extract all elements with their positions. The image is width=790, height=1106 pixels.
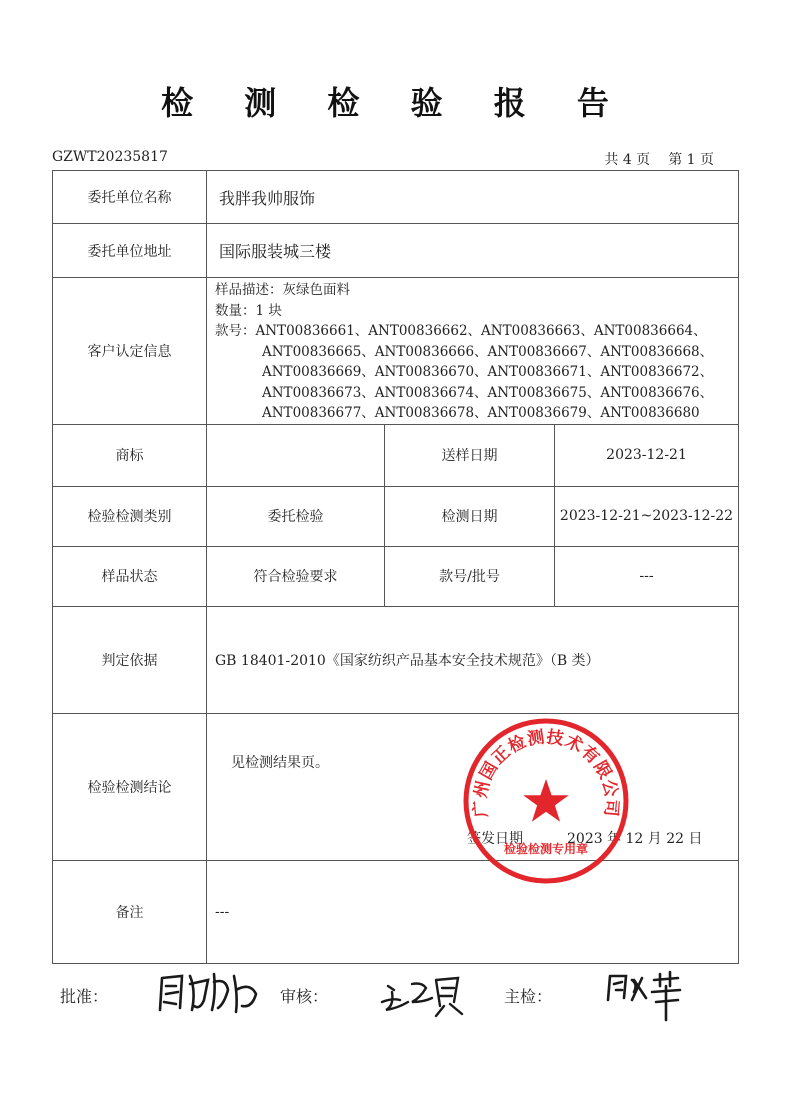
sample-date-label: 送样日期 xyxy=(385,424,555,486)
report-table xyxy=(52,170,739,964)
signature-row xyxy=(60,984,760,1034)
test-date-value: 2023-12-21~2023-12-22 xyxy=(555,486,739,546)
reviewer-signature-icon xyxy=(378,972,470,1018)
sample-description: 样品描述：灰绿色面料 xyxy=(215,282,350,298)
style-numbers-line: ANT00836677、ANT00836678、ANT00836679、ANT00836680 xyxy=(262,405,700,421)
test-category-value: 委托检验 xyxy=(207,486,385,546)
current-page: 第 1 页 xyxy=(668,152,714,168)
row-status xyxy=(53,546,739,606)
sample-status-label: 样品状态 xyxy=(53,546,207,606)
row-conclusion xyxy=(53,713,739,860)
row-basis xyxy=(53,606,739,713)
row-category xyxy=(53,486,739,546)
official-seal-stamp xyxy=(462,717,630,885)
sample-date-value: 2023-12-21 xyxy=(555,424,739,486)
seal-company-text: 广州国正检测技术有限公司 xyxy=(470,727,622,819)
style-numbers-line: ANT00836665、ANT00836666、ANT00836667、ANT00836668、 xyxy=(262,343,714,360)
issue-date-day: 22 日 xyxy=(666,830,703,847)
seal-sub-text: 检验检测专用章 xyxy=(503,842,589,856)
sample-quantity: 数量：1 块 xyxy=(215,302,282,319)
inspect-label: 主检： xyxy=(504,987,553,1006)
row-trademark xyxy=(53,424,739,486)
seal-star-icon xyxy=(523,779,569,822)
row-customer-info xyxy=(53,278,739,425)
report-number: GZWT20235817 xyxy=(52,149,168,165)
client-address-value: 国际服装城三楼 xyxy=(207,224,739,278)
customer-info-label: 客户认定信息 xyxy=(53,278,207,425)
issue-date-year-month: 2023 年 12 月 xyxy=(567,830,662,847)
basis-label: 判定依据 xyxy=(53,606,207,713)
batch-number-value: --- xyxy=(555,546,739,606)
inspector-signature-icon xyxy=(604,970,684,1022)
client-name-value: 我胖我帅服饰 xyxy=(207,171,739,224)
remarks-value: --- xyxy=(207,860,739,963)
basis-value: GB 18401-2010《国家纺织产品基本安全技术规范》（B 类） xyxy=(207,606,739,713)
test-date-label: 检测日期 xyxy=(385,486,555,546)
conclusion-text: 见检测结果页。 xyxy=(231,754,329,771)
style-numbers-line: ANT00836673、ANT00836674、ANT00836675、ANT00836676、 xyxy=(262,384,714,401)
report-title: 检 测 检 验 报 告 xyxy=(161,84,629,122)
remarks-label: 备注 xyxy=(53,860,207,963)
approve-label: 批准： xyxy=(60,987,109,1006)
row-remarks xyxy=(53,860,739,963)
review-label: 审核： xyxy=(280,987,329,1006)
trademark-label: 商标 xyxy=(53,424,207,486)
client-name-label: 委托单位名称 xyxy=(53,171,207,224)
sample-status-value: 符合检验要求 xyxy=(207,546,385,606)
client-address-label: 委托单位地址 xyxy=(53,224,207,278)
trademark-value xyxy=(207,424,385,486)
test-category-label: 检验检测类别 xyxy=(53,486,207,546)
page-info xyxy=(586,149,714,169)
conclusion-label: 检验检测结论 xyxy=(53,713,207,860)
style-numbers-line: 款号：ANT00836661、ANT00836662、ANT00836663、ANT00836664、 xyxy=(215,323,707,339)
issue-date-label: 签发日期 xyxy=(467,830,523,847)
total-pages: 共 4 页 xyxy=(604,152,651,168)
batch-number-label: 款号/批号 xyxy=(385,546,555,606)
row-client-address xyxy=(53,224,739,278)
customer-info-content xyxy=(207,278,739,425)
style-numbers-line: ANT00836669、ANT00836670、ANT00836671、ANT00836672、 xyxy=(262,364,714,380)
row-client-name xyxy=(53,171,739,224)
approver-signature-icon xyxy=(156,970,264,1018)
